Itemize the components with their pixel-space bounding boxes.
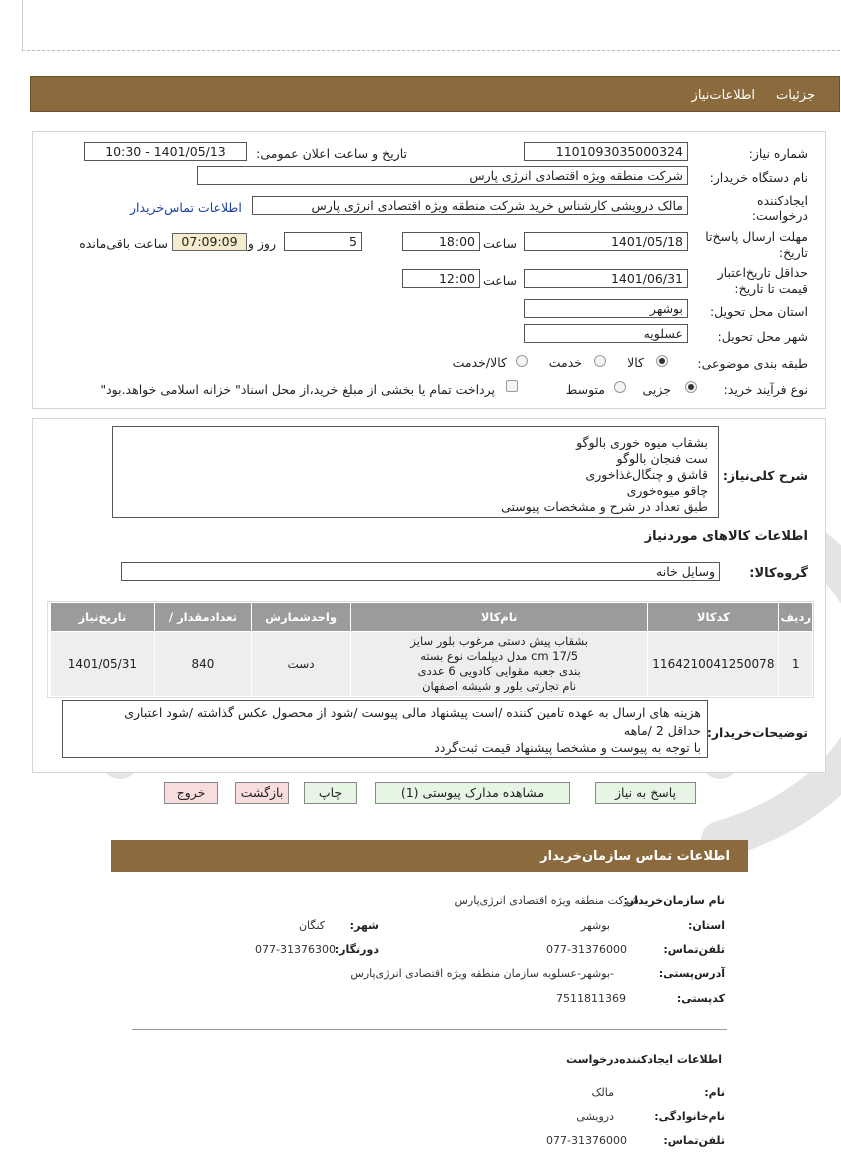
category-label: طبقه بندی موضوعی: [697,356,808,371]
contact-fax-label: دورنگار: [334,943,379,956]
contact-city-label: شهر: [349,919,379,932]
treasury-payment-note: پرداخت تمام یا بخشی از مبلغ خرید،از محل اسناد" خزانه اسلامی خواهد.بود" [100,382,495,397]
col-goods-name: نام‌کالا [351,603,648,632]
city-label: شهر محل تحویل: [717,329,808,344]
back-button[interactable]: بازگشت [235,782,289,804]
description-line: قاشق و چنگال‌غذاخوری [585,467,708,482]
goods-table-wrap [47,601,814,698]
goods-name-line: 17/5 cm مدل دیپلمات نوع بسته [420,649,579,663]
city-field: عسلویه [524,324,688,343]
need-number-field: 1101093035000324 [524,142,688,161]
category-goods-radio[interactable] [656,355,668,367]
description-label: شرح کلی‌نیاز: [722,468,808,483]
process-label: نوع فرآیند خرید: [723,382,808,397]
contact-address-value: -بوشهر-عسلویه سازمان منطقه ویژه اقتصادی انرژی‌پارس [350,967,614,980]
validity-date-field: 1401/06/31 [524,269,688,288]
print-button[interactable]: چاپ [304,782,357,804]
announce-date-label: تاریخ و ساعت اعلان عمومی: [256,146,407,161]
buyer-notes-line: حداقل 2 /ماهه [623,723,701,738]
announce-date-field: 1401/05/13 - 10:30 [84,142,247,161]
category-both-radio[interactable] [516,355,528,367]
deadline-time-label: ساعت [482,236,517,251]
goods-table [50,602,813,697]
need-number-label: شماره نیاز: [748,146,808,161]
buyer-org-label: نام دستگاه خریدار: [709,170,808,185]
reply-button[interactable]: پاسخ به نیاز [595,782,696,804]
category-both-label: کالا/خدمت [452,355,507,370]
description-line: چاقو میوه‌خوری [626,483,708,498]
buyer-contact-link[interactable]: اطلاعات تماس‌خریدار [130,200,242,215]
buyer-notes-line: هزینه های ارسال به عهده تامین کننده /است پیشنهاد مالی پیوست /شود از محصول عکس گذاشته /شود اعتباری [124,705,701,720]
deadline-date-field: 1401/05/18 [524,232,688,251]
exit-button[interactable]: خروج [164,782,218,804]
goods-group-field: وسایل خانه [121,562,720,581]
table-row [51,632,813,697]
process-medium-label: متوسط [565,382,605,397]
validity-time-field: 12:00 [402,269,480,288]
creator-name-value: مالک [591,1086,614,1099]
col-unit: واحدشمارش [252,603,351,632]
process-partial-radio[interactable] [685,381,697,393]
contact-postal-label: کدپستی: [676,992,725,1005]
buyer-org-field: شرکت منطقه ویژه اقتصادی انرژی پارس [197,166,688,185]
process-medium-radio[interactable] [614,381,626,393]
contact-org-value: شرکت منطقه ویژه اقتصادی انرژی‌پارس [454,894,639,907]
creator-label-1: ایجادکننده [756,193,808,208]
goods-table-header [51,603,813,632]
description-box [112,426,719,518]
contact-province-label: استان: [688,919,725,932]
col-quantity: تعدادمقدار / [154,603,251,632]
creator-name-label: نام: [704,1086,725,1099]
category-service-label: خدمت [548,355,582,370]
deadline-label-1: مهلت ارسال پاسخ‌تا [705,229,808,244]
treasury-payment-checkbox[interactable] [506,380,518,392]
page-top-divider [22,50,840,51]
category-goods-label: کالا [627,355,644,370]
page-left-border [22,0,23,50]
province-field: بوشهر [524,299,688,318]
contact-city-value: کنگان [298,919,325,932]
validity-time-label: ساعت [482,273,517,288]
goods-section-title: اطلاعات کالاهای موردنیاز [644,529,808,544]
creator-info-title: اطلاعات ایجادکننده‌درخواست [566,1053,722,1066]
contact-header-bar [111,840,748,872]
contact-phone-label: تلفن‌تماس: [663,943,725,956]
deadline-time-field: 18:00 [402,232,480,251]
creator-phone-label: تلفن‌تماس: [663,1134,725,1147]
view-attachments-button[interactable]: مشاهده مدارک پیوستی (1) [375,782,570,804]
contact-fax-value: 077-31376300 [255,943,336,956]
contact-header-title: اطلاعات تماس سازمان‌خریدار [540,849,730,864]
creator-family-value: درویشی [576,1110,614,1123]
col-need-date: تاریخ‌نیاز [51,603,155,632]
contact-phone-value: 077-31376000 [546,943,627,956]
creator-family-label: نام‌خانوادگی: [654,1110,725,1123]
contact-province-value: بوشهر [580,919,610,932]
creator-label-2: درخواست: [751,208,808,223]
goods-name-line: بشقاب پیش دستی مرغوب بلور سایز [410,634,588,648]
remaining-time-label: ساعت باقی‌مانده [79,236,168,251]
tab-details[interactable]: جزئیات [776,88,815,103]
goods-unit: دست [252,632,351,697]
col-row-number: ردیف [779,603,813,632]
province-label: استان محل تحویل: [709,304,808,319]
buyer-notes-label: توضیحات‌خریدار: [706,725,808,740]
validity-label-1: حداقل تاریخ‌اعتبار [717,265,808,280]
goods-name [351,632,648,697]
goods-quantity: 840 [154,632,251,697]
category-service-radio[interactable] [594,355,606,367]
description-line: ست فنجان بالوگو [616,451,708,466]
creator-field: مالک درویشی کارشناس خرید شرکت منطقه ویژه اقتصادی انرژی پارس [252,196,688,215]
buyer-notes-box [62,700,708,758]
buyer-notes-line: با توجه به پیوست و مشخصا پیشنهاد قیمت ثبت‌گردد [434,740,701,755]
goods-need-date: 1401/05/31 [51,632,155,697]
days-label: روز و [247,236,276,251]
contact-divider [132,1029,727,1030]
deadline-label-2: تاریخ: [778,245,808,260]
description-line: طبق تعداد در شرح و مشخصات پیوستی [501,499,708,514]
contact-address-label: آدرس‌پستی: [658,967,725,980]
tab-need-info[interactable]: اطلاعات‌نیاز [691,88,755,103]
days-field: 5 [284,232,362,251]
description-line: بشقاب میوه خوری بالوگو [576,435,708,450]
contact-org-label: نام سازمان‌خریدار: [623,894,725,907]
contact-postal-value: 7511811369 [556,992,626,1005]
process-partial-label: جزیی [642,382,671,397]
row-number: 1 [779,632,813,697]
col-goods-code: کدکالا [648,603,779,632]
goods-code: 1164210041250078 [648,632,779,697]
goods-group-label: گروه‌کالا: [749,566,808,581]
creator-phone-value: 077-31376000 [546,1134,627,1147]
remaining-time-field: 07:09:09 [172,233,247,251]
page-header-bar [30,76,840,112]
goods-name-line: نام تجارتی بلور و شیشه اصفهان [422,679,577,693]
goods-name-line: بندی جعبه مقوایی کادویی 6 عددی [417,664,581,678]
validity-label-2: قیمت تا تاریخ: [734,281,808,296]
